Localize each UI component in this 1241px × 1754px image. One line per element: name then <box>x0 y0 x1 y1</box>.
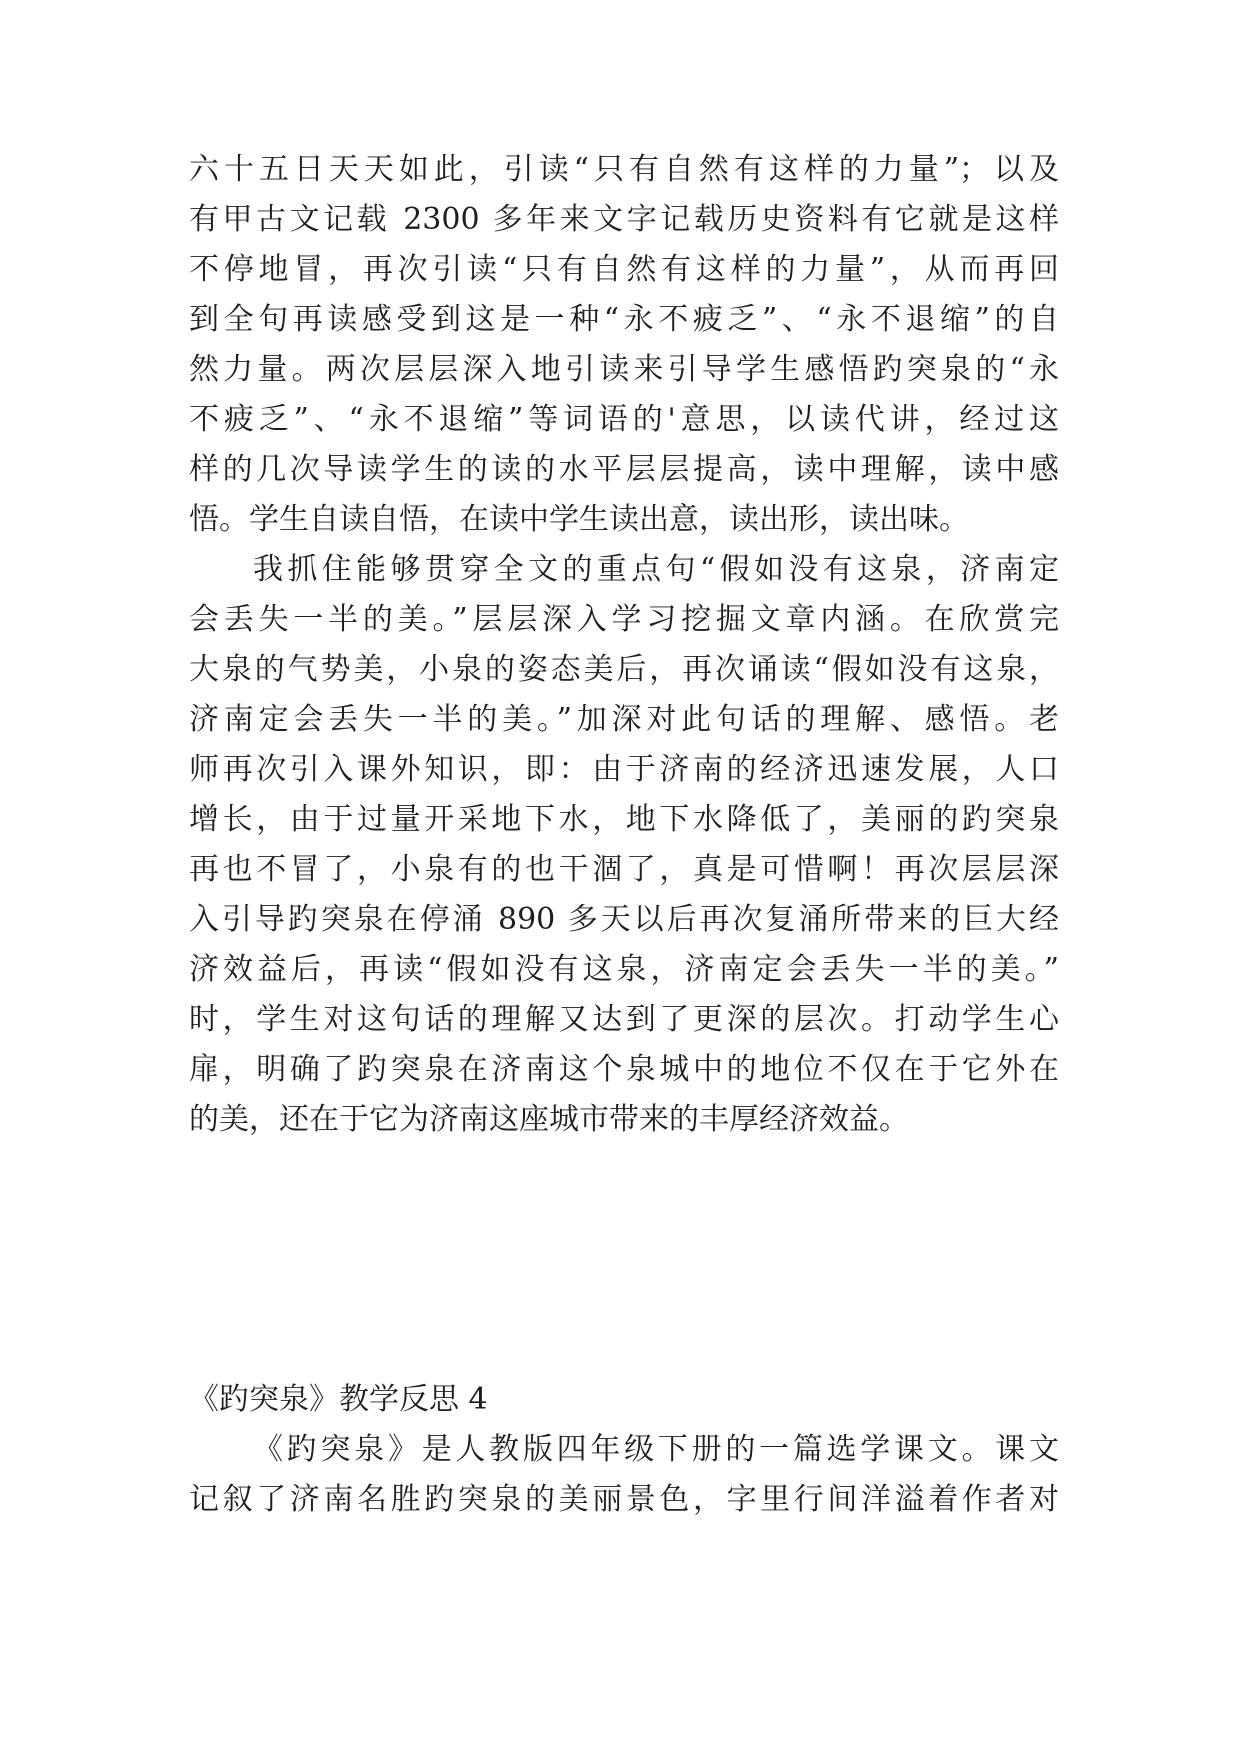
paragraph-line: 会丢失一半的美。”层层深入学习挖掘文章内涵。在欣赏完 <box>189 602 1059 637</box>
paragraph-line: 六十五日天天如此，引读“只有自然有这样的力量”；以及 <box>189 152 1059 187</box>
paragraph-line: 济效益后，再读“假如没有这泉，济南定会丢失一半的美。” <box>189 952 1059 987</box>
paragraph-line: 《趵突泉》是人教版四年级下册的一篇选学课文。课文 <box>253 1432 1059 1467</box>
paragraph-line: 再也不冒了，小泉有的也干涸了，真是可惜啊！再次层层深 <box>189 852 1059 887</box>
paragraph-line: 济南定会丢失一半的美。”加深对此句话的理解、感悟。老 <box>189 702 1059 737</box>
paragraph-line: 入引导趵突泉在停涌 890 多天以后再次复涌所带来的巨大经 <box>189 902 1059 937</box>
paragraph-line: 不停地冒，再次引读“只有自然有这样的力量”，从而再回 <box>189 252 1059 287</box>
paragraph-line: 悟。学生自读自悟，在读中学生读出意，读出形，读出味。 <box>189 502 969 537</box>
paragraph-line: 的美，还在于它为济南这座城市带来的丰厚经济效益。 <box>189 1102 909 1137</box>
paragraph-line: 不疲乏”、“永不退缩”等词语的'意思，以读代讲，经过这 <box>189 402 1059 437</box>
section-heading: 《趵突泉》教学反思 4 <box>189 1382 488 1417</box>
paragraph-line: 样的几次导读学生的读的水平层层提高，读中理解，读中感 <box>189 452 1059 487</box>
paragraph-line: 到全句再读感受到这是一种“永不疲乏”、“永不退缩”的自 <box>189 302 1059 337</box>
paragraph-line: 有甲古文记载 2300 多年来文字记载历史资料有它就是这样 <box>189 202 1059 237</box>
paragraph-line: 然力量。两次层层深入地引读来引导学生感悟趵突泉的“永 <box>189 352 1059 387</box>
paragraph-line: 增长，由于过量开采地下水，地下水降低了，美丽的趵突泉 <box>189 802 1059 837</box>
paragraph-line: 大泉的气势美，小泉的姿态美后，再次诵读“假如没有这泉， <box>189 652 1059 687</box>
paragraph-line: 记叙了济南名胜趵突泉的美丽景色，字里行间洋溢着作者对 <box>189 1482 1059 1517</box>
paragraph-line: 时，学生对这句话的理解又达到了更深的层次。打动学生心 <box>189 1002 1059 1037</box>
paragraph-line: 师再次引入课外知识，即：由于济南的经济迅速发展，人口 <box>189 752 1059 787</box>
paragraph-line: 我抓住能够贯穿全文的重点句“假如没有这泉，济南定 <box>253 552 1059 587</box>
paragraph-line: 扉，明确了趵突泉在济南这个泉城中的地位不仅在于它外在 <box>189 1052 1059 1087</box>
